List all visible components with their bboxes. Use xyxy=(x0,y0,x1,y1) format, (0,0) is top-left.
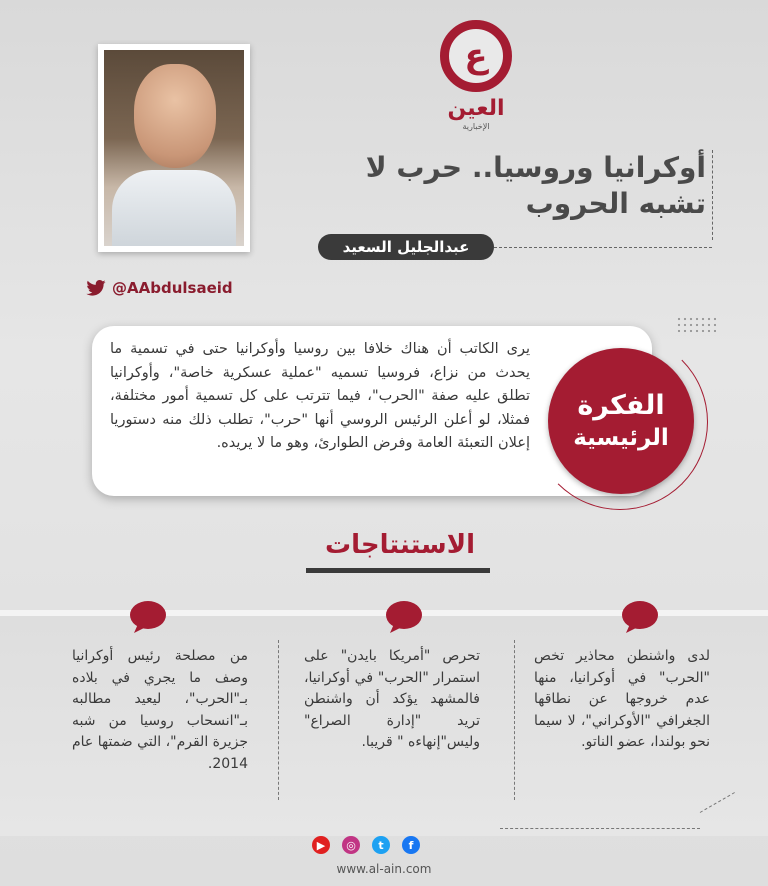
conclusion-item: لدى واشنطن محاذير تخص "الحرب" في أوكرانيا، منها عدم خروجها عن نطاقها الجغرافي "الأوكراني"، لا سيما نحو بولندا، عضو الناتو. xyxy=(534,648,710,750)
speech-bubble-icon xyxy=(128,600,168,634)
youtube-icon[interactable]: ▶ xyxy=(312,836,330,854)
facebook-icon[interactable]: f xyxy=(402,836,420,854)
main-idea-label-1: الفكرة xyxy=(577,390,665,421)
main-idea-text: يرى الكاتب أن هناك خلافا بين روسيا وأوكرانيا حتى في تسمية ما يحدث من نزاع، فروسيا تسميه "عملية عسكرية خاصة"، وأوكرانيا تطلق عليه صفة "الحرب"، فيما تترتب على كل تسمية أمور مختلفة، فمثلا، لو أعلن الرئيس الروسي أنها "حرب"، تطلب ذلك منه دستوريا إعلان التعبئة العامة وفرض الطوارئ، وهو ما لا يريده. xyxy=(110,341,530,451)
footer-divider xyxy=(500,828,700,829)
speech-bubble-icon xyxy=(620,600,660,634)
logo-glyph: ع xyxy=(464,36,488,76)
column-divider xyxy=(278,640,279,800)
title-divider xyxy=(712,150,713,240)
conclusion-item: من مصلحة رئيس أوكرانيا وصف ما يجري في بلاده بـ"الحرب"، ليعيد مطالبه بـ"انسحاب روسيا من شبه جزيرة القرم"، التي ضمتها عام 2014. xyxy=(72,648,248,772)
twitter-handle-text: @AAbdulsaeid xyxy=(112,279,233,297)
author-name: عبدالجليل السعيد xyxy=(318,234,494,260)
main-idea-label-2: الرئيسية xyxy=(573,425,669,451)
website-link[interactable]: www.al-ain.com xyxy=(336,862,432,876)
conclusions-heading: الاستنتاجات xyxy=(324,530,476,560)
instagram-icon[interactable]: ◎ xyxy=(342,836,360,854)
author-photo xyxy=(104,50,244,246)
conclusion-item: تحرص "أمريكا بايدن" على استمرار "الحرب" في أوكرانيا، فالمشهد يؤكد أن واشنطن تريد "إدارة الصراع" وليس"إنهاءه " قريبا. xyxy=(304,648,480,750)
dot-pattern xyxy=(676,316,716,336)
column-divider xyxy=(514,640,515,800)
main-idea-badge xyxy=(548,348,694,494)
conclusions-underline xyxy=(306,568,490,573)
twitter-handle[interactable] xyxy=(86,278,233,298)
twitter-icon[interactable]: t xyxy=(372,836,390,854)
page-title: أوكرانيا وروسيا.. حرب لا تشبه الحروب xyxy=(365,151,706,220)
author-divider xyxy=(494,247,712,248)
twitter-icon xyxy=(86,280,106,296)
logo-name: العين xyxy=(447,96,505,121)
logo-subtitle: الإخبارية xyxy=(462,122,490,131)
speech-bubble-icon xyxy=(384,600,424,634)
